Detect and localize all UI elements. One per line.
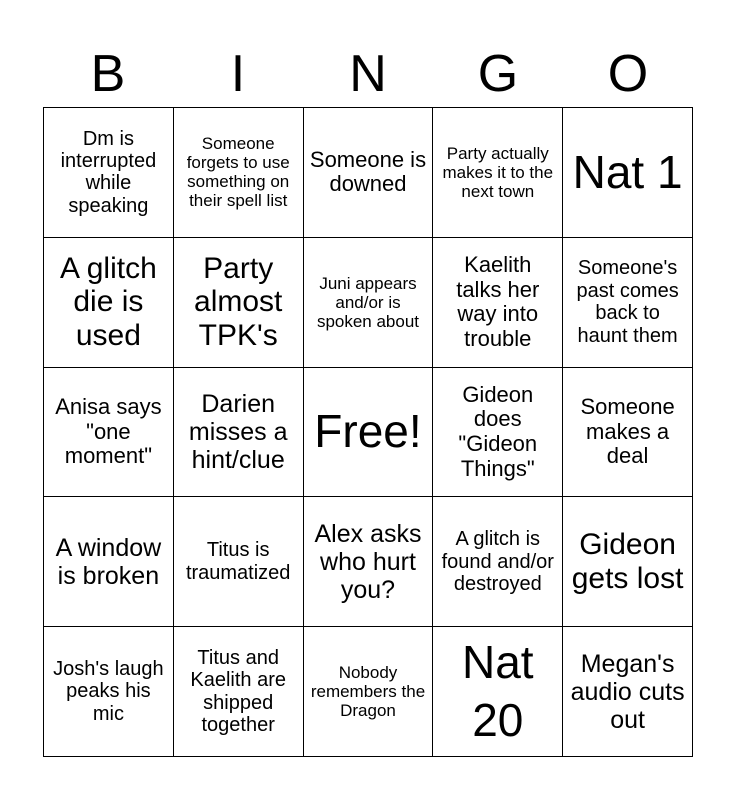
cell-text: Free! <box>314 405 422 458</box>
bingo-cell[interactable] <box>563 497 693 627</box>
cell-text: A window is broken <box>55 533 162 590</box>
bingo-cell[interactable] <box>174 108 304 238</box>
bingo-cell[interactable] <box>563 238 693 368</box>
cell-text: Someone is downed <box>309 146 427 197</box>
cell-text: Megan's audio cuts out <box>570 649 685 734</box>
bingo-cell[interactable] <box>44 108 174 238</box>
bingo-cell[interactable] <box>563 368 693 498</box>
bingo-cell[interactable] <box>304 108 434 238</box>
cell-text: Gideon gets lost <box>571 528 684 595</box>
free-space-cell[interactable] <box>304 368 434 498</box>
cell-text: Alex asks who hurt you? <box>314 519 422 604</box>
cell-text: Kaelith talks her way into trouble <box>456 251 540 351</box>
cell-text: Titus and Kaelith are shipped together <box>190 646 286 736</box>
cell-text: Someone makes a deal <box>580 394 675 469</box>
bingo-cell[interactable] <box>44 497 174 627</box>
bingo-cell[interactable] <box>433 238 563 368</box>
cell-text: Anisa says "one moment" <box>55 394 162 469</box>
cell-text: Nobody remembers the Dragon <box>310 663 426 721</box>
bingo-grid <box>43 107 693 757</box>
header-letter-i: I <box>230 45 246 103</box>
bingo-cell[interactable] <box>433 368 563 498</box>
cell-text: Juni appears and/or is spoken about <box>316 273 420 331</box>
bingo-cell[interactable] <box>304 238 434 368</box>
bingo-cell[interactable] <box>433 497 563 627</box>
cell-text: Party almost TPK's <box>194 251 283 352</box>
cell-text: Dm is interrupted while speaking <box>60 127 157 217</box>
cell-text: A glitch die is used <box>60 251 157 352</box>
header-letter-b: B <box>90 45 126 103</box>
bingo-cell[interactable] <box>304 497 434 627</box>
bingo-cell[interactable] <box>174 368 304 498</box>
header-letter-o: O <box>607 45 649 103</box>
cell-text: Nat 1 <box>572 145 683 198</box>
bingo-cell[interactable] <box>304 627 434 757</box>
bingo-cell[interactable] <box>44 368 174 498</box>
bingo-cell[interactable] <box>174 497 304 627</box>
bingo-cell[interactable] <box>174 238 304 368</box>
bingo-cell[interactable] <box>433 627 563 757</box>
cell-text: Nat 20 <box>461 636 534 746</box>
bingo-header <box>43 40 693 108</box>
header-letter-g: G <box>477 45 519 103</box>
bingo-cell[interactable] <box>174 627 304 757</box>
cell-text: Darien misses a hint/clue <box>188 389 288 474</box>
cell-text: A glitch is found and/or destroyed <box>441 528 554 595</box>
cell-text: Someone forgets to use something on their spell list <box>186 134 290 211</box>
cell-text: Someone's past comes back to haunt them <box>576 257 679 347</box>
bingo-cell[interactable] <box>44 238 174 368</box>
bingo-cell[interactable] <box>44 627 174 757</box>
bingo-cell[interactable] <box>563 627 693 757</box>
bingo-cell[interactable] <box>433 108 563 238</box>
cell-text: Gideon does "Gideon Things" <box>458 381 538 481</box>
bingo-cell[interactable] <box>563 108 693 238</box>
cell-text: Titus is traumatized <box>185 539 291 584</box>
cell-text: Josh's laugh peaks his mic <box>53 658 164 725</box>
header-letter-n: N <box>349 45 387 103</box>
cell-text: Party actually makes it to the next town <box>442 143 554 201</box>
